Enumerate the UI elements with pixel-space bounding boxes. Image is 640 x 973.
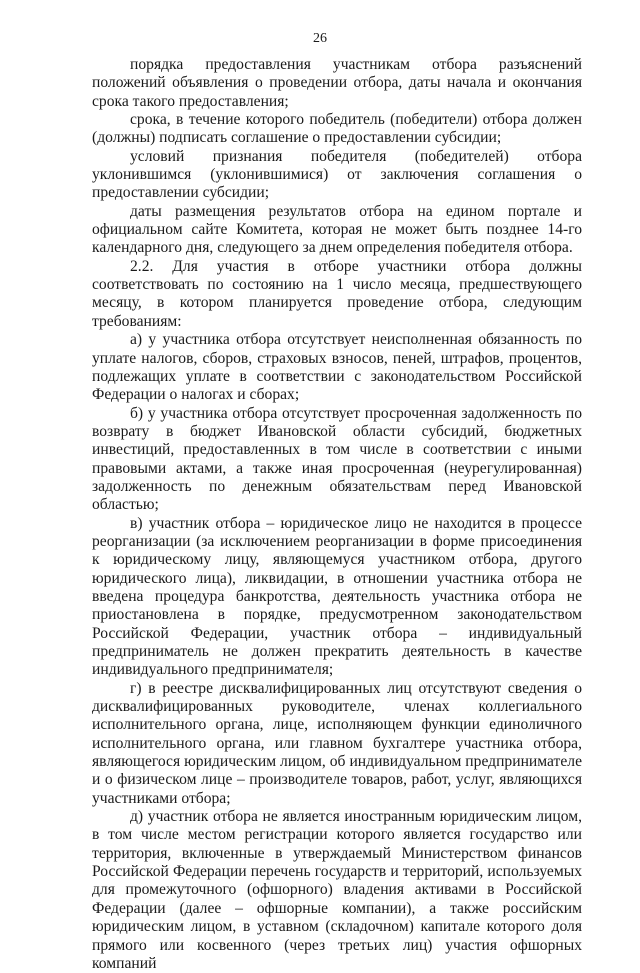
page-number: 26 [313,31,327,46]
paragraph-signing-deadline: срока, в течение которого победитель (победители) отбора должен (должны) подписать соглашение о предоставлении субсидии; [92,111,582,147]
paragraph-requirement-a: а) у участника отбора отсутствует неисполненная обязанность по уплате налогов, сборов, страховых взносов, пеней, штрафов, процентов, подлежащих уплате в соответствии с законодательством Российской Федерации о налогах и сборах; [92,331,582,404]
paragraph-requirement-v: в) участник отбора – юридическое лицо не находится в процессе реорганизации (за исключением реорганизации в форме присоединения к юридическому лицу, являющемуся участником отбора, другого юридического лица), ликвидации, в отношении участника отбора не введена процедура банкротства, деятельность участника отбора не приостановлена в порядке, предусмотренном законодательством Российской Федерации, участник отбора – индивидуальный предприниматель не должен прекратить деятельность в качестве индивидуального предпринимателя; [92,514,582,679]
paragraph-clarification-procedure: порядка предоставления участникам отбора разъяснений положений объявления о проведении отбора, даты начала и окончания срока такого предоставления; [92,56,582,110]
paragraph-requirement-b: б) у участника отбора отсутствует просроченная задолженность по возврату в бюджет Ивановской области субсидий, бюджетных инвестиций, предоставленных в том числе в соответствии с иными правовыми актами, а также иная просроченная (неурегулированная) задолженность по денежным обязательствам перед Ивановской областью; [92,404,582,514]
paragraph-results-publication: даты размещения результатов отбора на едином портале и официальном сайте Комитета, которая не может быть позднее 14-го календарного дня, следующего за днем определения победителя отбора. [92,202,582,257]
paragraph-requirement-d: д) участник отбора не является иностранным юридическим лицом, в том числе местом регистрации которого является государство или территория, включенные в утверждаемый Министерством финансов Российской Федерации перечень государств и территорий, используемых для промежуточного (офшорного) владения активами в Российской Федерации (далее – офшорные компании), а также российским юридическим лицом, в уставном (складочном) капитале которого доля прямого или косвенного (через третьих лиц) участия офшорных компаний [92,808,582,972]
paragraph-section-2-2: 2.2. Для участия в отборе участники отбора должны соответствовать по состоянию на 1 число месяца, предшествующего месяцу, в котором планируется проведение отбора, следующим требованиям: [92,257,582,330]
paragraph-requirement-g: г) в реестре дисквалифицированных лиц отсутствуют сведения о дисквалифицированных руководителе, членах коллегиального исполнительного органа, лице, исполняющем функции единоличного исполнительного органа, или главном бухгалтере участника отбора, являющегося юридическим лицом, об индивидуальном предпринимателе и о физическом лице – производителе товаров, работ, услуг, являющихся участниками отбора; [92,679,582,807]
paragraph-evasion-conditions: условий признания победителя (победителей) отбора уклонившимся (уклонившимися) от заключения соглашения о предоставлении субсидии; [92,147,582,202]
document-body [92,56,582,973]
